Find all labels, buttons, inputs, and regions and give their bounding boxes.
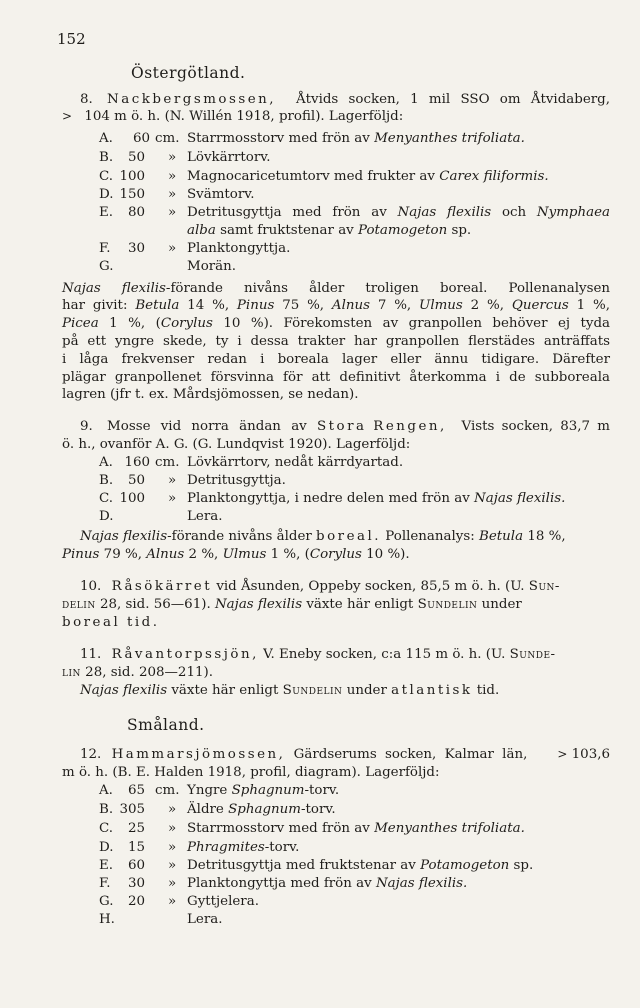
entry-8-line-1: 8. Nackbergsmossen, Åtvids socken, 1 mil SSO om Åtvidaberg, — [80, 92, 610, 107]
entry-8-paragraph-line: lagren (jfr t. ex. Mårdsjömossen, se nedan). — [62, 387, 359, 402]
page-number: 152 — [57, 30, 86, 48]
entry-11-line-3: Najas flexilis växte här enligt Sundelin under atlantisk tid. — [80, 683, 500, 698]
entry-10-site-name: Råsökärret — [111, 579, 213, 594]
entry-9-paragraph-line: Najas flexilis-förande nivåns ålder boreal. Pollenanalys: Betula 18 %, — [80, 529, 566, 544]
layer-row: A. 65 cm. Yngre Sphagnum-torv. — [99, 783, 340, 798]
entry-9-line-2: ö. h., ovanför A. G. (G. Lundqvist 1920). Lagerföljd: — [62, 437, 411, 452]
layer-row: F. 30 » Planktongyttja med frön av Najas flexilis. — [99, 876, 468, 891]
layer-row-continuation: alba samt fruktstenar av Potamogeton sp. — [187, 223, 472, 238]
layer-row: C. 25 » Starrmosstorv med frön av Menyanthes trifoliata. — [99, 821, 525, 836]
section-heading-smaland: Småland. — [127, 716, 205, 734]
entry-10-line-2: delin 28, sid. 56—61). Najas flexilis växte här enligt Sundelin under — [62, 597, 522, 612]
entry-12-site-name: Hammarsjömossen, — [111, 747, 286, 762]
layer-row: H. Lera. — [99, 912, 223, 927]
entry-8-paragraph-line: har givit: Betula 14 %, Pinus 75 %, Alnus 7 %, Ulmus 2 %, Quercus 1 %, — [62, 298, 610, 313]
layer-row: D. 15 » Phragmites-torv. — [99, 840, 300, 855]
entry-12-line-2: m ö. h. (B. E. Halden 1918, profil, diagram). Lagerföljd: — [62, 765, 440, 780]
layer-row: C. 100 » Magnocaricetumtorv med frukter av Carex filiformis. — [99, 169, 549, 184]
entry-11-line-2: lin 28, sid. 208—211). — [62, 665, 213, 680]
layer-row: G. 20 » Gyttjelera. — [99, 894, 259, 909]
entry-8-paragraph-line: i låga frekvenser redan i boreala lager eller ännu tidigare. Därefter — [62, 352, 610, 367]
layer-row: A. 160 cm. Lövkärrtorv, nedåt kärrdyartad. — [99, 455, 404, 470]
entry-8-paragraph-line: plägar granpollenet försvinna för att definitivt återkomma i de subboreala — [62, 370, 610, 385]
entry-11-line-1: 11. Råvantorpssjön, V. Eneby socken, c:a 115 m ö. h. (U. Sunde- — [80, 647, 556, 662]
entry-9-line-1: 9. Mosse vid norra ändan av Stora Rengen, Vists socken, 83,7 m — [80, 419, 610, 434]
entry-8-line-2: > 104 m ö. h. (N. Willén 1918, profil). Lagerföljd: — [62, 109, 404, 124]
entry-10-line-3: boreal tid. — [62, 615, 160, 630]
entry-9-paragraph-line: Pinus 79 %, Alnus 2 %, Ulmus 1 %, (Corylus 10 %). — [62, 547, 410, 562]
layer-row: B. 50 » Lövkärrtorv. — [99, 150, 271, 165]
layer-row: G. Morän. — [99, 259, 237, 274]
entry-12-line-1: 12. Hammarsjömossen, Gärdserums socken, Kalmar län, > 103,6 — [80, 747, 610, 762]
entry-11-site-name: Råvantorpssjön, — [111, 647, 259, 662]
layer-row: B. 305 » Äldre Sphagnum-torv. — [99, 802, 336, 817]
layer-row: A. 60 cm. Starrmosstorv med frön av Menyanthes trifoliata. — [99, 131, 525, 146]
layer-row: D. 150 » Svämtorv. — [99, 187, 255, 202]
layer-row: E. 80 » Detritusgyttja med frön av Najas flexilis och Nymphaea — [99, 205, 610, 220]
layer-row: B. 50 » Detritusgyttja. — [99, 473, 286, 488]
entry-8-paragraph-line: på ett yngre skede, ty i dessa trakter har granpollen flerstädes anträffats — [62, 334, 610, 349]
greater-than-icon: > — [557, 747, 568, 761]
entry-9-site-name: Stora Rengen, — [317, 419, 447, 434]
layer-row: E. 60 » Detritusgyttja med fruktstenar av Potamogeton sp. — [99, 858, 534, 873]
entry-8-paragraph-line: Picea 1 %, (Corylus 10 %). Förekomsten av granpollen behöver ej tyda — [62, 316, 610, 331]
greater-than-icon: > — [62, 109, 73, 123]
layer-row: F. 30 » Planktongyttja. — [99, 241, 291, 256]
section-heading-ostergotland: Östergötland. — [131, 64, 246, 82]
layer-row: D. Lera. — [99, 509, 223, 524]
layer-row: C. 100 » Planktongyttja, i nedre delen med frön av Najas flexilis. — [99, 491, 566, 506]
entry-8-site-name: Nackbergsmossen, — [107, 92, 277, 107]
entry-8-paragraph-line: Najas flexilis-förande nivåns ålder troligen boreal. Pollenanalysen — [62, 281, 611, 296]
entry-10-line-1: 10. Råsökärret vid Åsunden, Oppeby socken, 85,5 m ö. h. (U. Sun- — [80, 579, 560, 594]
